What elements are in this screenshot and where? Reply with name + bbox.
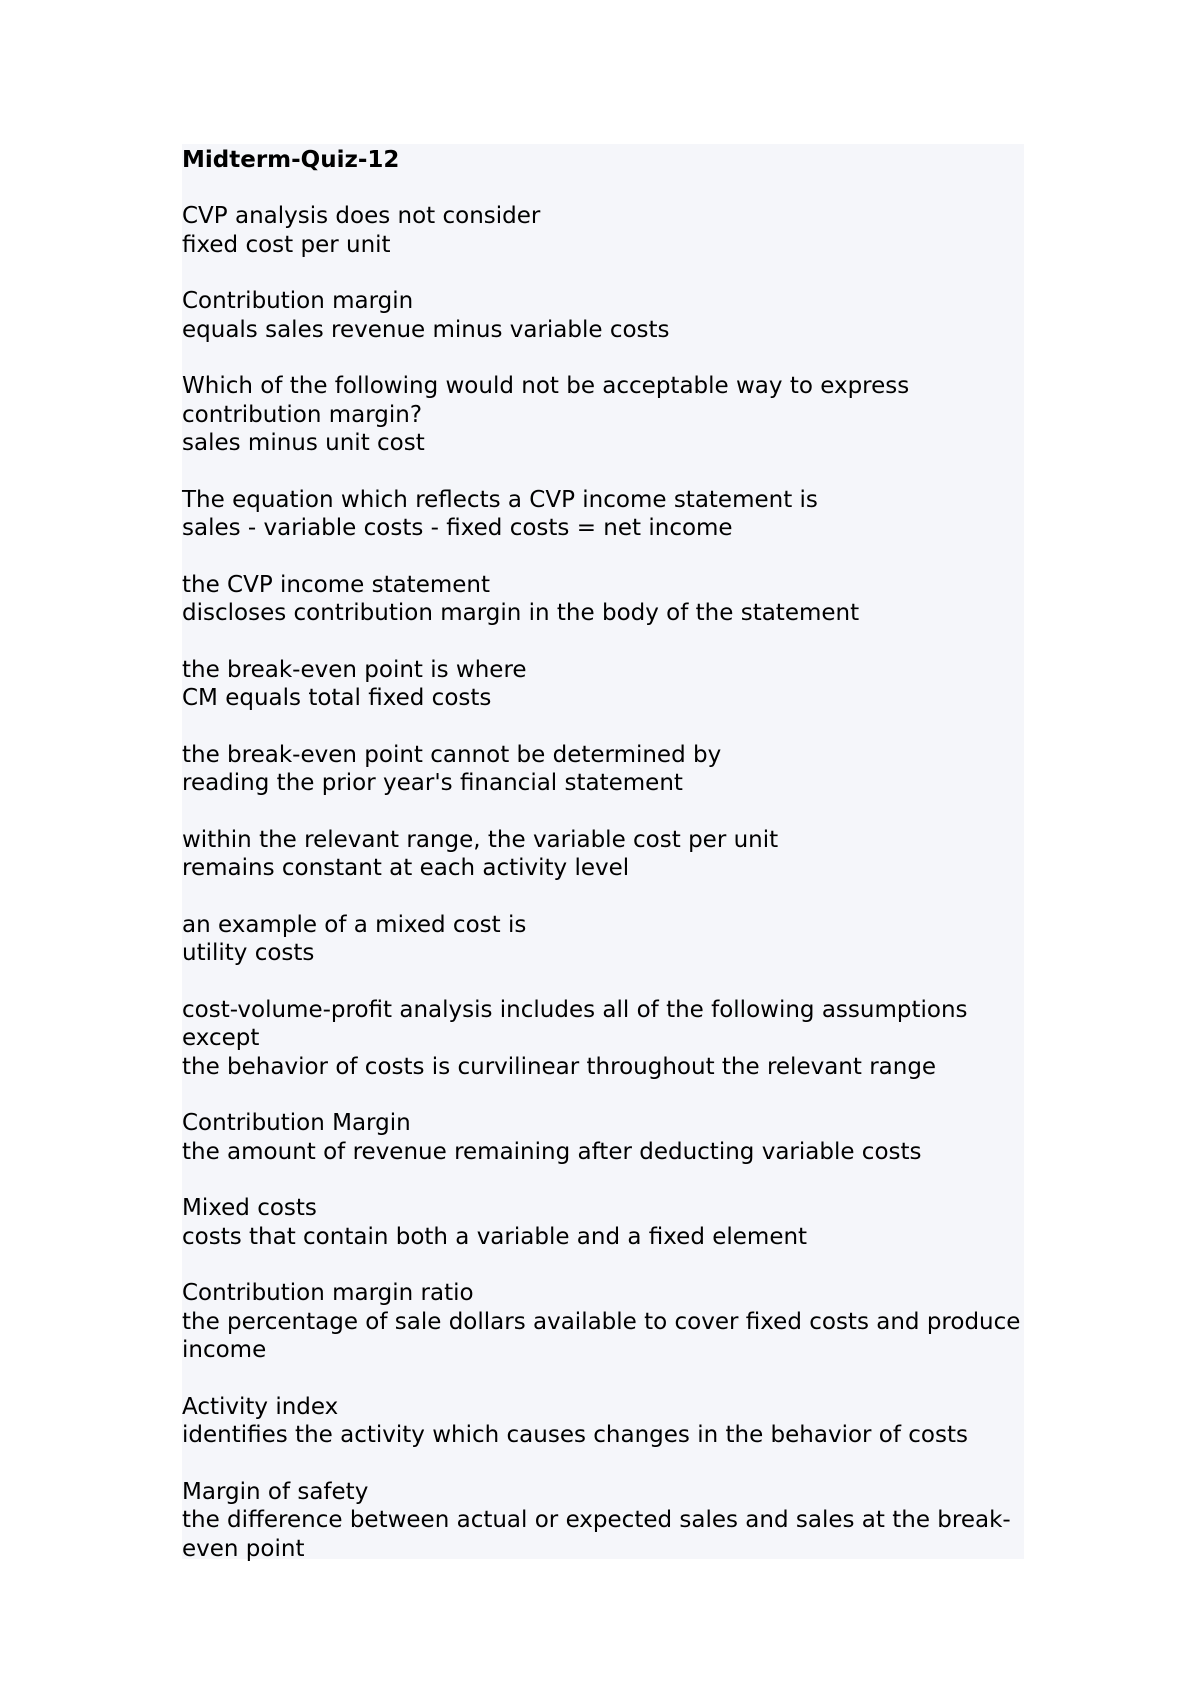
answer-text: the percentage of sale dollars available to cover fixed costs and produce income (182, 1308, 1021, 1363)
answer-text: sales - variable costs - fixed costs = net income (182, 515, 733, 541)
question-text: Contribution margin ratio (182, 1280, 474, 1306)
qa-item (182, 741, 1024, 798)
qa-item (182, 1109, 1024, 1166)
document-title: Midterm-Quiz-12 (182, 147, 400, 173)
answer-text: fixed cost per unit (182, 231, 391, 258)
qa-item (182, 486, 1024, 543)
quiz-content (182, 144, 1024, 1562)
answer-text: the amount of revenue remaining after deducting variable costs (182, 1138, 922, 1165)
question-text: Margin of safety (182, 1478, 369, 1505)
answer-text: the behavior of costs is curvilinear throughout the relevant range (182, 1053, 937, 1080)
answer-text: reading the prior year's financial statement (182, 770, 683, 796)
answer-text: remains constant at each activity level (182, 855, 630, 881)
qa-item (182, 202, 1024, 259)
question-text: Contribution Margin (182, 1110, 411, 1136)
question-text: Which of the following would not be acceptable way to express contribution margin? (182, 373, 910, 428)
answer-text: discloses contribution margin in the body of the statement (182, 600, 860, 626)
answer-text: equals sales revenue minus variable costs (182, 316, 670, 343)
question-text: The equation which reflects a CVP income statement is (182, 486, 818, 513)
qa-item (182, 571, 1024, 628)
answer-text: sales minus unit cost (182, 430, 425, 456)
question-text: cost-volume-profit analysis includes all of the following assumptions except (182, 996, 968, 1051)
question-text: an example of a mixed cost is (182, 911, 527, 938)
qa-item (182, 372, 1024, 458)
question-text: the CVP income statement (182, 571, 490, 598)
qa-item (182, 287, 1024, 344)
answer-text: identifies the activity which causes changes in the behavior of costs (182, 1422, 968, 1448)
question-text: within the relevant range, the variable cost per unit (182, 826, 779, 853)
qa-item (182, 1279, 1024, 1365)
question-text: Mixed costs (182, 1195, 317, 1221)
qa-item (182, 826, 1024, 883)
qa-item (182, 1478, 1024, 1564)
question-text: the break-even point is where (182, 656, 527, 683)
question-text: Contribution margin (182, 288, 414, 314)
qa-item (182, 1194, 1024, 1251)
answer-text: costs that contain both a variable and a fixed element (182, 1223, 808, 1250)
answer-text: utility costs (182, 940, 315, 966)
qa-item (182, 656, 1024, 713)
answer-text: CM equals total fixed costs (182, 685, 492, 711)
question-text: CVP analysis does not consider (182, 203, 541, 229)
qa-item (182, 911, 1024, 968)
qa-item (182, 1393, 1024, 1450)
answer-text: the difference between actual or expected sales and sales at the break-even point (182, 1507, 1011, 1562)
qa-item (182, 996, 1024, 1082)
question-text: Activity index (182, 1393, 339, 1420)
question-text: the break-even point cannot be determined by (182, 741, 722, 768)
